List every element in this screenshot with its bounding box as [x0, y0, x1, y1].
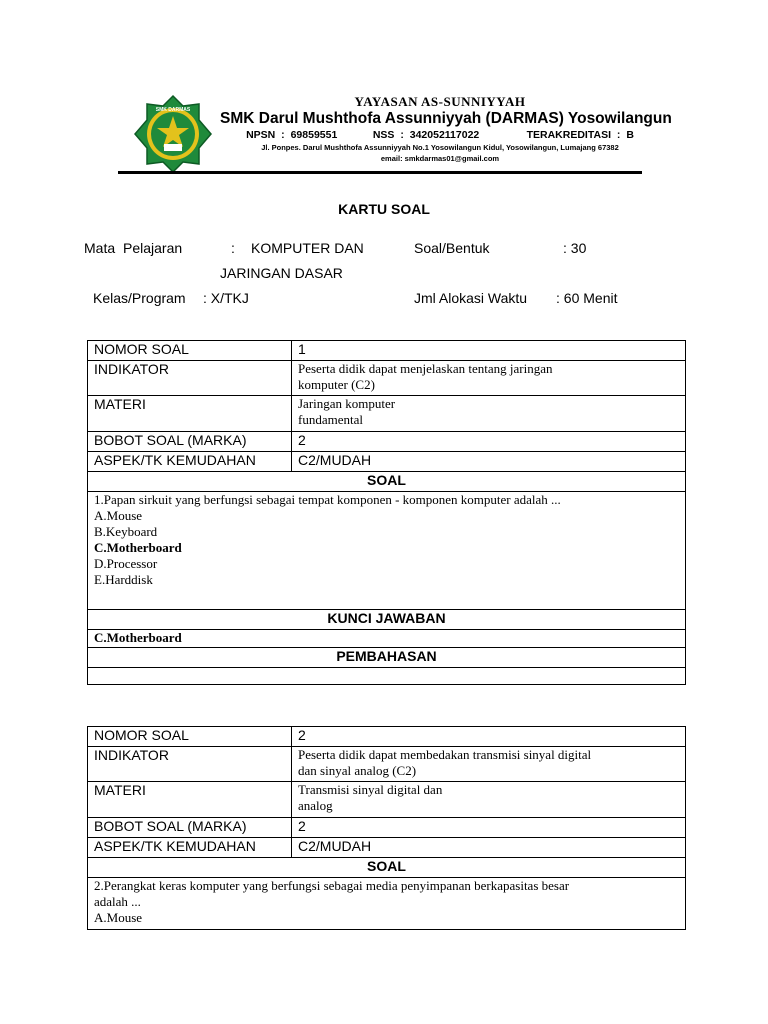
option-a: A.Mouse: [94, 910, 143, 925]
school-name: SMK Darul Mushthofa Assunniyyah (DARMAS) Yosowilangun: [220, 110, 672, 127]
option-b: B.Keyboard: [94, 524, 158, 539]
indikator-label: INDIKATOR: [88, 747, 292, 782]
option-e: E.Harddisk: [94, 572, 153, 587]
nomor-value: 2: [292, 727, 686, 747]
bobot-label: BOBOT SOAL (MARKA): [88, 432, 292, 452]
school-email: email: smkdarmas01@gmail.com: [380, 154, 500, 163]
kunci-heading: KUNCI JAWABAN: [88, 610, 686, 630]
bobot-value: 2: [292, 432, 686, 452]
class-value: : X/TKJ: [203, 290, 249, 306]
subject-value-line1: KOMPUTER DAN: [251, 240, 364, 256]
form-value: : 30: [563, 240, 587, 256]
aspek-value: C2/MUDAH: [292, 452, 686, 472]
bobot-value: 2: [292, 818, 686, 838]
time-value: : 60 Menit: [556, 290, 618, 306]
accreditation: TERAKREDITASI : B: [526, 129, 634, 141]
materi-value: [292, 782, 686, 818]
subject-value-line2: JARINGAN DASAR: [220, 265, 343, 281]
option-d: D.Processor: [94, 556, 158, 571]
subject-label: Mata Pelajaran: [84, 240, 183, 256]
question-card-2: [87, 726, 686, 930]
materi-label: MATERI: [88, 396, 292, 432]
aspek-value: C2/MUDAH: [292, 838, 686, 858]
materi-line: analog: [298, 798, 333, 813]
soal-heading: SOAL: [88, 472, 686, 492]
materi-line: fundamental: [298, 412, 363, 427]
subject-separator: :: [231, 240, 235, 256]
class-label: Kelas/Program: [93, 290, 186, 306]
nomor-value: 1: [292, 341, 686, 361]
indikator-value: [292, 747, 686, 782]
form-label: Soal/Bentuk: [414, 240, 490, 256]
header-divider: [118, 171, 642, 174]
logo-text: SMK DARMAS: [155, 107, 191, 113]
bobot-label: BOBOT SOAL (MARKA): [88, 818, 292, 838]
aspek-label: ASPEK/TK KEMUDAHAN: [88, 452, 292, 472]
indikator-line: Peserta didik dapat membedakan transmisi sinyal digital: [298, 747, 592, 762]
time-label: Jml Alokasi Waktu: [414, 290, 528, 306]
question-text: 2.Perangkat keras komputer yang berfungsi sebagai media penyimpanan berkapasitas besar: [94, 878, 570, 893]
question-text: adalah ...: [94, 894, 141, 909]
indikator-value: [292, 361, 686, 396]
pembahasan-heading: PEMBAHASAN: [88, 648, 686, 668]
question-card-1: [87, 340, 686, 685]
school-address: Jl. Ponpes. Darul Mushthofa Assunniyyah No.1 Yosowilangun Kidul, Yosowilangun, Lumajang 67382: [261, 143, 619, 152]
answer-key: C.Motherboard: [88, 630, 686, 648]
aspek-label: ASPEK/TK KEMUDAHAN: [88, 838, 292, 858]
logo-book: [164, 144, 182, 151]
school-ids: [220, 129, 660, 141]
soal-heading: SOAL: [88, 858, 686, 878]
materi-value: [292, 396, 686, 432]
question-text: 1.Papan sirkuit yang berfungsi sebagai tempat komponen - komponen komputer adalah ...: [94, 492, 561, 507]
materi-line: Jaringan komputer: [298, 396, 396, 411]
question-body: [88, 878, 686, 930]
school-logo: [133, 94, 213, 174]
document-title: KARTU SOAL: [338, 201, 430, 217]
pembahasan-body: [88, 668, 686, 685]
nomor-label: NOMOR SOAL: [88, 341, 292, 361]
foundation-name: YAYASAN AS-SUNNIYYAH: [354, 94, 526, 109]
indikator-line: komputer (C2): [298, 377, 375, 392]
nomor-label: NOMOR SOAL: [88, 727, 292, 747]
npsn: NPSN : 69859551: [246, 129, 338, 141]
option-a: A.Mouse: [94, 508, 143, 523]
question-body: [88, 492, 686, 610]
indikator-line: Peserta didik dapat menjelaskan tentang jaringan: [298, 361, 553, 376]
indikator-line: dan sinyal analog (C2): [298, 763, 417, 778]
materi-line: Transmisi sinyal digital dan: [298, 782, 443, 797]
nss: NSS : 342052117022: [372, 129, 480, 141]
indikator-label: INDIKATOR: [88, 361, 292, 396]
option-c: C.Motherboard: [94, 540, 182, 555]
materi-label: MATERI: [88, 782, 292, 818]
